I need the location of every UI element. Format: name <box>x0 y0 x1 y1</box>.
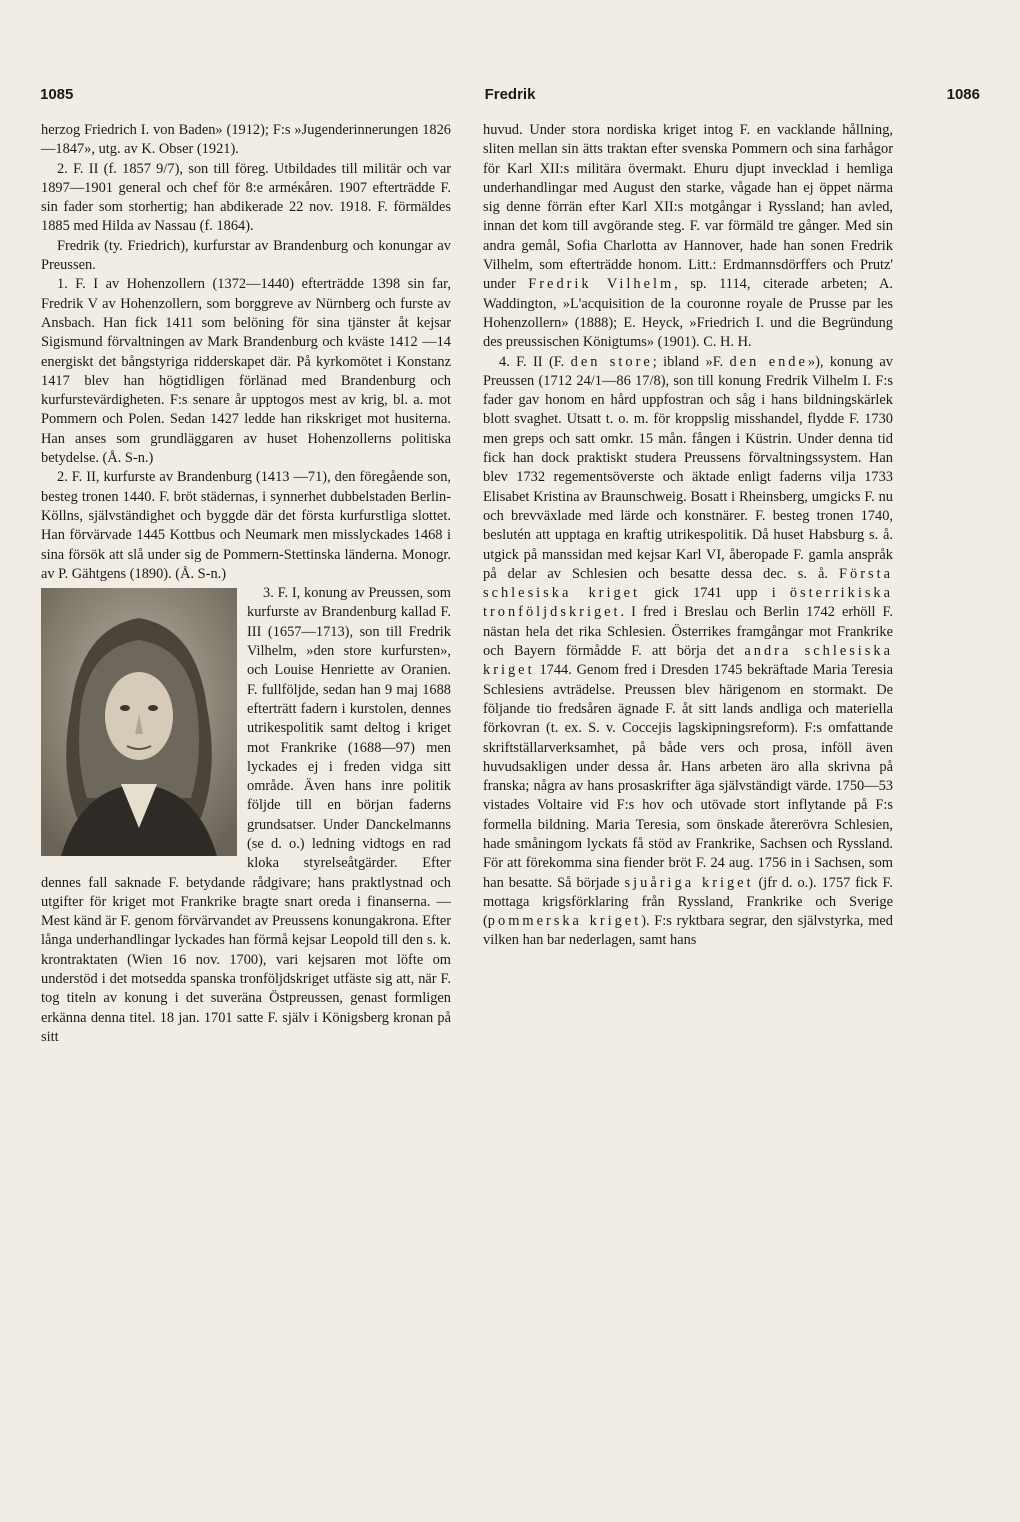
text-run: 4. F. II (F. <box>499 353 565 370</box>
paragraph-with-portrait <box>41 584 451 1047</box>
page-number-right: 1086 <box>946 86 980 103</box>
spaced-text: den ende <box>729 353 808 370</box>
paragraph: 1. F. I av Hohenzollern (1372—1440) efterträdde 1398 sin far, Fredrik V av Hohenzollern, som borggreve av Nürnberg och furste av Ansbach. Han fick 1411 som belöning för sina tjänster åt kejsar Sigismund förvaltningen av Mark Brandenburg och kväste 1412 —14 energiskt det bångstyriga ridderskapet där. På kyrkomötet i Konstanz 1417 blev han högtidligen förlänad med Brandenburg och kurfurstevärdigheten. F:s senare år upptogos mest av krig, bl. a. mot Pommern och Polen. Sedan 1427 ledde han rikskriget mot husiterna. Han anses som grundläggaren av huset Hohenzollerns politiska betydelse. (Å. S-n.) <box>41 276 451 467</box>
spaced-text: den store <box>570 353 653 370</box>
spaced-text: sjuåriga kriget <box>624 874 754 891</box>
paragraph <box>483 353 893 951</box>
text-run: ; ibland »F. <box>652 353 724 370</box>
text-run: huvud. Under stora nordiska kriget intog F. en vacklande hållning, sliten mellan sin ätts traktan efter svenska Pommern och sina farhågor för Karl XII:s militära övermakt. Ehuru djupt invecklad i hemliga underhandlingar med August den starke, vågade han ej öppet närma sig denne förrän efter Karl XII:s motgångar i Ryssland; han avled, innan det kom till avgörande steg. F. var förmäld tre gånger. Med sin andra gemål, Sofia Charlotta av Hannover, hade han sonen Fredrik Vilhelm, som efterträdde honom. Litt.: Erdmannsdörffers och Prutz' under <box>483 122 893 293</box>
running-title: Fredrik <box>484 86 536 103</box>
spaced-text: Fredrik Vilhelm <box>528 276 675 293</box>
text-run: »), konung av Preussen (1712 24/1—86 17/8), son till konung Fredrik Vilhelm I. F:s fader gav honom en hård uppfostran och såg i hans bildningskärlek blott svaghet. Utsatt t. o. m. för kroppslig misshandel, flydde F. 1730 men greps och satt omkr. 15 mån. fången i Küstrin. Under denna tid fick han dock praktiskt studera Preussens förvaltningssystem. Han blev 1732 regementsöverste och äktade enligt faderns vilja 1733 Elisabet Kristina av Braunschweig. Bosatt i Rheinsberg, umgicks F. nu och brevväxlade med lärde och konstnärer. F. besteg tronen 1740, beslutén att upptaga en kraftig utrikespolitik. Då huset Habsburg s. å. utgick på manssidan med kejsar Karl VI, åberopade F. gamla anspråk på delar av Schlesien och besatte dessa dec. s. å. <box>483 353 893 582</box>
left-column <box>41 121 451 1047</box>
spaced-text: pommerska kriget <box>487 913 642 930</box>
text-run: (jfr d. o.). 1757 fick F. mottaga krigsförklaring från Ryssland, Frankrike och Sverige ( <box>483 874 893 930</box>
paragraph: Fredrik (ty. Friedrich), kurfurstar av Brandenburg och konungar av Preussen. <box>41 237 451 274</box>
paragraph <box>483 121 893 353</box>
portrait-image <box>41 588 237 856</box>
paragraph: herzog Friedrich I. von Baden» (1912); F:s »Jugenderinnerungen 1826—1847», utg. av K. Obser (1921). <box>41 122 451 158</box>
paragraph: 2. F. II (f. 1857 9/7), son till föreg. Utbildades till militär och var 1897—1901 general och chef för 8:e arméкåren. 1907 efterträdde F. sin fader som storhertig; han abdikerade 22 nov. 1918. F. förmäldes 1885 med Hilda av Nassau (f. 1864). <box>41 160 451 235</box>
paragraph-text: 3. F. I, konung av Preussen, som kurfurste av Brandenburg kallad F. III (1657—1713), son till Fredrik Vilhelm, »den store kurfursten», och Louise Henriette av Oranien. F. fullföljde, sedan han 9 maj 1688 efterträtt fadern i kurstolen, dennes utrikespolitik samt deltog i kriget mot Frankrike (1688—97) men lyckades ej i freden vidga sitt område. Även hans inre politik följde till en början faderns grundsatser. Under Danckelmanns (se d. o.) ledning vidtogs en rad kloka styrelseåtgärder. Efter dennes fall saknade F. betydande rådgivare; hans praktlystnad och utgifter för kriget mot Frankrike bragte snart oreda i finanserna. — Mest känd är F. genom förvärvandet av Preussens konungakrona. Efter långa underhandlingar lyckades han förmå kejsar Leopold till den s. k. krontraktaten (Wien 16 nov. 1700), vari kejsaren mot löfte om understöd i det motsedda spanska tronföljdskriget utfäste sig att, när F. tog titeln av konung i det suveräna Östpreussen, genast formligen erkänna denna titel. 18 jan. 1701 satte F. själv i Königsberg kronan på sitt <box>41 585 451 1045</box>
page-number-left: 1085 <box>40 86 74 103</box>
spaced-text: österrikiska tronföljdskriget <box>483 585 893 621</box>
page-header <box>40 86 980 110</box>
text-run: ). F:s ryktbara segrar, den självstyrka, med vilken han bar nederlagen, samt hans <box>483 913 893 949</box>
spaced-text: Första schlesiska kriget <box>483 565 893 602</box>
text-run: gick 1741 upp i <box>654 585 776 602</box>
right-column <box>483 121 893 951</box>
text-run: . I fred i Breslau och Berlin 1742 erhöll F. nästan hela det rika Schlesien. Österrikes framgångar mot Frankrike och Bayern förmådde F. att börja det <box>483 604 893 660</box>
text-run: 1744. Genom fred i Dresden 1745 bekräftade Maria Teresia Schlesiens avträdelse. Preussen blev härigenom en stormakt. De följande tio fredsåren ägnade F. åt sitt lands andliga och materiella förkovran (t. ex. S. v. Coccejis lagskipningsreform). F:s omfattande skriftställarverksamhet, på både vers och prosa, inföll även huvudsakligen under dessa år. Hans arbeten äro alla skrivna på franska; några av hans prosaskrifter äga självständigt värde. 1750—53 vistades Voltaire vid F:s hov och utövade stort inflytande på F:s formella bildning. Maria Teresia, som önskade återerövra Schlesien, hade småningom lyckats få stöd av Frankrike, Sachsen och Ryssland. För att förekomma sina fiender bröt F. 24 aug. 1756 in i Sachsen, som han besatte. Så började <box>483 662 893 891</box>
text-run: , sp. 1114, citerade arbeten; A. Waddington, »L'acquisition de la couronne royale de Prusse par les Hohenzollern» (1888); E. Heyck, »Friedrich I. und die Begründung des preussischen Königtums» (1901). C. H. H. <box>483 276 894 351</box>
paragraph: 2. F. II, kurfurste av Brandenburg (1413 —71), den föregående son, besteg tronen 1440. F. bröt städernas, i synnerhet dubbelstaden Berlin-Köllns, självständighet och byggde där det första kurfurstliga slottet. Han förvärvade 1445 Kottbus och Neumark men misslyckades 1468 i sina försök att slå under sig de Pommern-Stettinska länderna. Monogr. av P. Gähtgens (1890). (Å. S-n.) <box>41 469 451 582</box>
spaced-text: andra schlesiska kriget <box>483 643 893 679</box>
